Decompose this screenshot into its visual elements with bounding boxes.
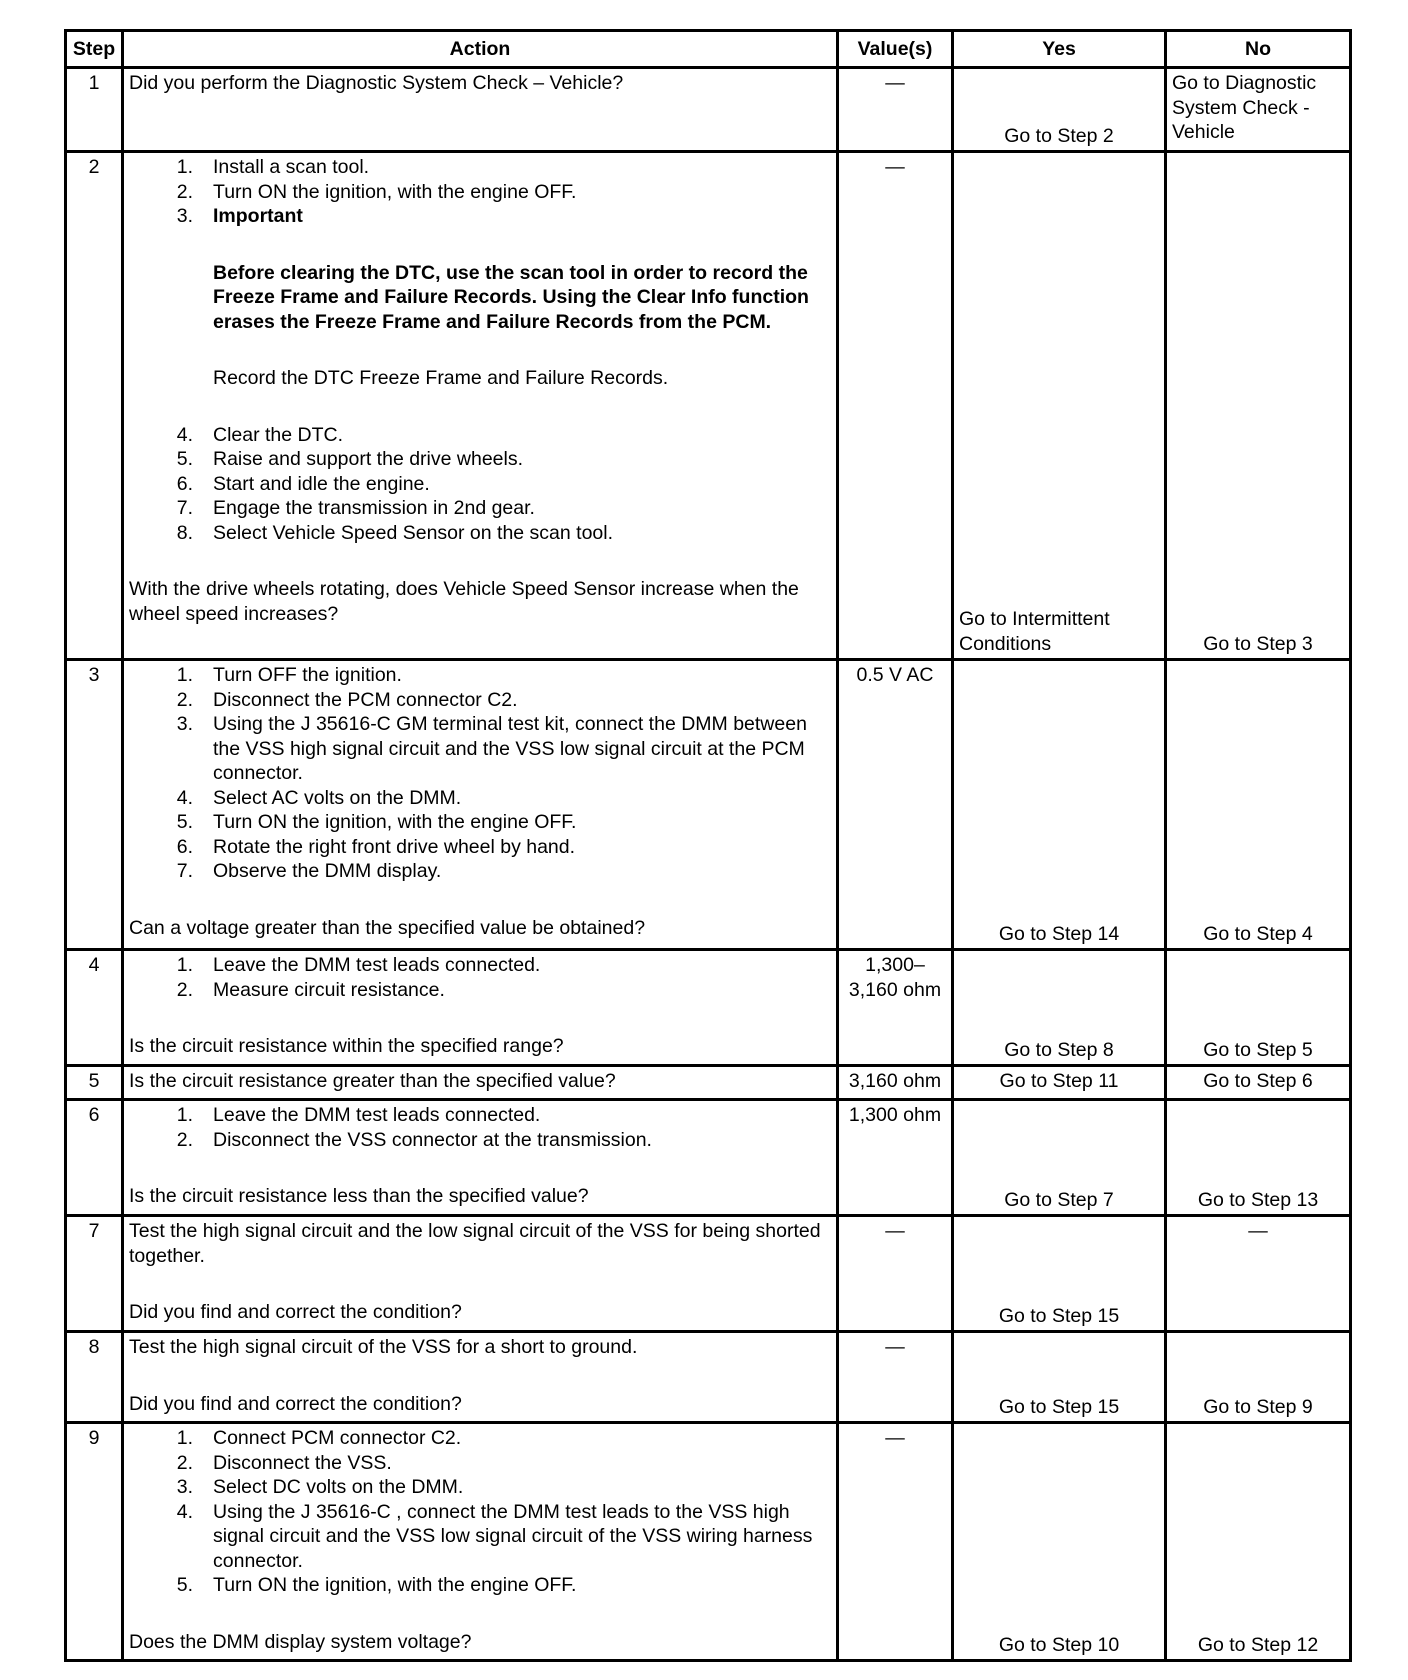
no-link[interactable]: Go to Diagnostic System Check - Vehicle <box>1172 72 1317 143</box>
list-item: 2. Turn ON the ignition, with the engine OFF. <box>176 180 577 203</box>
yes-link[interactable]: Go to Step 10 <box>998 1633 1120 1656</box>
question: Did you perform the Diagnostic System Check – Vehicle? <box>129 72 624 94</box>
list-item: 1. Leave the DMM test leads connected. <box>176 1104 541 1126</box>
header-row <box>66 31 1351 68</box>
yes-link[interactable]: Go to Step 8 <box>1004 1038 1114 1061</box>
question: Is the circuit resistance less than the specified value? <box>129 1185 589 1207</box>
no-link[interactable]: Go to Step 3 <box>1203 632 1313 655</box>
list-item: 4. Clear the DTC. <box>176 423 344 446</box>
action-cell <box>123 1332 838 1423</box>
yes-link[interactable]: Go to Step 11 <box>999 1070 1119 1092</box>
step-row-3 <box>66 660 1351 950</box>
step-row-1 <box>66 68 1351 152</box>
list-item: 7. Engage the transmission in 2nd gear. <box>176 497 535 519</box>
list-item: 6. Rotate the right front drive wheel by hand. <box>176 835 576 858</box>
yes-link[interactable]: Go to Step 14 <box>998 922 1120 945</box>
value-cell: — <box>838 1216 953 1332</box>
value-cell: — <box>838 68 953 152</box>
action-cell <box>123 950 838 1066</box>
yes-link[interactable]: Go to Step 15 <box>998 1304 1120 1327</box>
header-yes: Yes <box>953 31 1166 68</box>
step-number: 1 <box>66 68 123 152</box>
yes-link[interactable]: Go to Step 7 <box>1004 1188 1114 1211</box>
question: Did you find and correct the condition? <box>129 1392 462 1415</box>
no-link[interactable]: Go to Step 5 <box>1203 1038 1313 1061</box>
action-cell <box>123 152 838 660</box>
list-item: 1. Connect PCM connector C2. <box>176 1427 462 1449</box>
value-cell: — <box>838 1332 953 1423</box>
step-row-7 <box>66 1216 1351 1332</box>
instruction: Test the high signal circuit and the low signal circuit of the VSS for being shorted together. <box>129 1220 821 1267</box>
list-item: 2. Measure circuit resistance. <box>176 978 445 1001</box>
no-link[interactable]: Go to Step 13 <box>1197 1188 1319 1211</box>
list-item: 3. Select DC volts on the DMM. <box>176 1476 464 1498</box>
question: Did you find and correct the condition? <box>129 1301 462 1323</box>
step-number: 6 <box>66 1100 123 1216</box>
step-number: 2 <box>66 152 123 660</box>
question: Does the DMM display system voltage? <box>129 1630 472 1653</box>
value-cell: — <box>838 152 953 660</box>
step-row-8 <box>66 1332 1351 1423</box>
list-item: 2. Disconnect the PCM connector C2. <box>176 688 518 711</box>
header-no: No <box>1166 31 1351 68</box>
header-step: Step <box>66 31 123 68</box>
header-action: Action <box>123 31 838 68</box>
no-link[interactable]: Go to Step 6 <box>1203 1070 1313 1092</box>
question: Is the circuit resistance within the specified range? <box>129 1035 564 1057</box>
yes-link[interactable]: Go to Step 2 <box>1004 124 1114 147</box>
list-item: 5. Turn ON the ignition, with the engine OFF. <box>176 1574 577 1596</box>
step-number: 8 <box>66 1332 123 1423</box>
header-values: Value(s) <box>838 31 953 68</box>
list-item: 1. Install a scan tool. <box>176 156 370 178</box>
step-row-5 <box>66 1066 1351 1100</box>
no-link[interactable]: Go to Step 4 <box>1203 922 1313 945</box>
list-item: 5. Turn ON the ignition, with the engine OFF. <box>176 811 577 833</box>
important-note: Before clearing the DTC, use the scan tool in order to record the Freeze Frame and Failure Records. Using the Clear Info function erases the Freeze Frame and Failure Records from the PCM. <box>213 261 809 333</box>
value-cell: 1,300 ohm <box>838 1100 953 1216</box>
value-cell: 1,300– 3,160 ohm <box>838 950 953 1066</box>
value-cell: — <box>838 1423 953 1661</box>
action-cell <box>123 1216 838 1332</box>
step-number: 9 <box>66 1423 123 1661</box>
step-number: 3 <box>66 660 123 950</box>
action-cell <box>123 1423 838 1661</box>
list-item: 3. Important <box>176 205 303 227</box>
list-item: 2. Disconnect the VSS. <box>176 1451 392 1474</box>
action-cell <box>123 660 838 950</box>
no-link[interactable]: Go to Step 12 <box>1197 1633 1319 1656</box>
instruction: Test the high signal circuit of the VSS for a short to ground. <box>129 1336 638 1358</box>
list-item: 7. Observe the DMM display. <box>176 860 442 882</box>
question: Can a voltage greater than the specified value be obtained? <box>129 916 646 939</box>
diagnostic-table <box>64 29 1352 1662</box>
step-number: 4 <box>66 950 123 1066</box>
step-row-6 <box>66 1100 1351 1216</box>
list-item: 6. Start and idle the engine. <box>176 472 430 495</box>
value-cell: 3,160 ohm <box>838 1066 953 1100</box>
list-item: 8. Select Vehicle Speed Sensor on the scan tool. <box>176 521 614 544</box>
value-cell: 0.5 V AC <box>838 660 953 950</box>
step-number: 7 <box>66 1216 123 1332</box>
yes-link[interactable]: Go to Intermittent Conditions <box>959 608 1110 655</box>
record-note: Record the DTC Freeze Frame and Failure Records. <box>213 367 669 389</box>
list-item: 5. Raise and support the drive wheels. <box>176 448 524 470</box>
list-item: 4. Using the J 35616-C , connect the DMM test leads to the VSS high signal circuit and the VSS low signal circuit of the VSS wiring harness connector. <box>176 1500 813 1572</box>
action-cell <box>123 68 838 152</box>
no-link[interactable]: Go to Step 9 <box>1203 1395 1313 1418</box>
list-item: 3. Using the J 35616-C GM terminal test kit, connect the DMM between the VSS high signal circuit and the VSS low signal circuit at the PCM connector. <box>176 713 807 784</box>
step-row-9 <box>66 1423 1351 1661</box>
action-cell <box>123 1100 838 1216</box>
action-cell <box>123 1066 838 1100</box>
yes-link[interactable]: Go to Step 15 <box>998 1395 1120 1418</box>
step-row-4 <box>66 950 1351 1066</box>
step-row-2 <box>66 152 1351 660</box>
question: With the drive wheels rotating, does Vehicle Speed Sensor increase when the wheel speed increases? <box>129 578 799 625</box>
list-item: 4. Select AC volts on the DMM. <box>176 786 462 809</box>
list-item: 2. Disconnect the VSS connector at the transmission. <box>176 1128 652 1151</box>
step-number: 5 <box>66 1066 123 1100</box>
no-value: — <box>1166 1216 1351 1332</box>
list-item: 1. Leave the DMM test leads connected. <box>176 954 541 976</box>
list-item: 1. Turn OFF the ignition. <box>176 664 402 686</box>
question: Is the circuit resistance greater than the specified value? <box>129 1070 616 1092</box>
